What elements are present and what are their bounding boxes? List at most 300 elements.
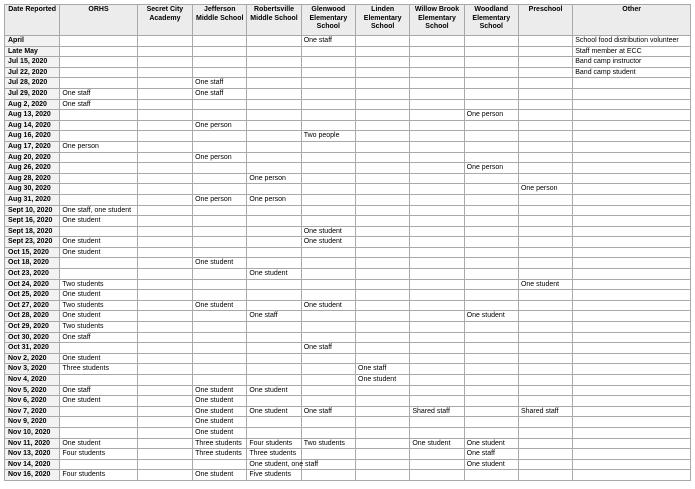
- table-cell[interactable]: [137, 406, 192, 417]
- table-cell[interactable]: [356, 258, 410, 269]
- table-cell[interactable]: [60, 120, 137, 131]
- table-cell[interactable]: [518, 141, 572, 152]
- table-cell[interactable]: One staff: [247, 311, 301, 322]
- table-cell[interactable]: [410, 375, 464, 386]
- table-cell[interactable]: [247, 216, 301, 227]
- table-cell[interactable]: One student: [193, 417, 247, 428]
- column-header[interactable]: ORHS: [60, 5, 137, 36]
- table-cell[interactable]: [247, 247, 301, 258]
- table-cell[interactable]: [137, 459, 192, 470]
- table-cell[interactable]: [247, 78, 301, 89]
- table-cell[interactable]: [573, 99, 691, 110]
- table-cell[interactable]: [247, 237, 301, 248]
- date-cell[interactable]: Aug 17, 2020: [5, 141, 60, 152]
- table-cell[interactable]: [356, 300, 410, 311]
- table-cell[interactable]: [410, 163, 464, 174]
- table-cell[interactable]: [573, 152, 691, 163]
- table-cell[interactable]: Three students: [193, 438, 247, 449]
- table-cell[interactable]: One person: [247, 173, 301, 184]
- table-cell[interactable]: [518, 449, 572, 460]
- table-cell[interactable]: [410, 343, 464, 354]
- table-cell[interactable]: [573, 332, 691, 343]
- table-cell[interactable]: [464, 258, 518, 269]
- table-cell[interactable]: One student: [193, 427, 247, 438]
- table-cell[interactable]: [301, 173, 355, 184]
- table-cell[interactable]: [464, 194, 518, 205]
- date-cell[interactable]: Aug 16, 2020: [5, 131, 60, 142]
- table-cell[interactable]: [137, 449, 192, 460]
- table-cell[interactable]: [356, 99, 410, 110]
- table-cell[interactable]: [518, 67, 572, 78]
- table-cell[interactable]: [137, 311, 192, 322]
- table-cell[interactable]: [60, 375, 137, 386]
- table-cell[interactable]: [410, 396, 464, 407]
- table-cell[interactable]: [356, 88, 410, 99]
- table-cell[interactable]: [518, 57, 572, 68]
- table-cell[interactable]: [356, 269, 410, 280]
- table-cell[interactable]: [193, 36, 247, 47]
- table-cell[interactable]: [356, 184, 410, 195]
- date-cell[interactable]: Oct 25, 2020: [5, 290, 60, 301]
- table-cell[interactable]: [518, 269, 572, 280]
- table-cell[interactable]: [247, 131, 301, 142]
- table-cell[interactable]: [356, 46, 410, 57]
- table-cell[interactable]: [464, 417, 518, 428]
- table-cell[interactable]: [573, 300, 691, 311]
- table-cell[interactable]: One student: [193, 470, 247, 481]
- table-cell[interactable]: [464, 67, 518, 78]
- table-cell[interactable]: [301, 427, 355, 438]
- table-cell[interactable]: Band camp student: [573, 67, 691, 78]
- table-cell[interactable]: [518, 385, 572, 396]
- date-cell[interactable]: Oct 30, 2020: [5, 332, 60, 343]
- table-cell[interactable]: [301, 417, 355, 428]
- table-cell[interactable]: One student: [193, 396, 247, 407]
- table-cell[interactable]: [193, 184, 247, 195]
- table-cell[interactable]: One student: [60, 396, 137, 407]
- table-cell[interactable]: [573, 311, 691, 322]
- table-cell[interactable]: [410, 88, 464, 99]
- table-cell[interactable]: [137, 216, 192, 227]
- table-cell[interactable]: [410, 216, 464, 227]
- table-cell[interactable]: Five students: [247, 470, 301, 481]
- table-cell[interactable]: [464, 99, 518, 110]
- table-cell[interactable]: One student: [60, 438, 137, 449]
- table-cell[interactable]: [464, 88, 518, 99]
- table-cell[interactable]: [60, 459, 137, 470]
- table-cell[interactable]: [137, 237, 192, 248]
- table-cell[interactable]: [301, 78, 355, 89]
- table-cell[interactable]: [518, 247, 572, 258]
- table-cell[interactable]: [518, 343, 572, 354]
- table-cell[interactable]: [518, 110, 572, 121]
- table-cell[interactable]: [193, 131, 247, 142]
- table-cell[interactable]: One student: [193, 300, 247, 311]
- table-cell[interactable]: [464, 290, 518, 301]
- table-cell[interactable]: [573, 131, 691, 142]
- table-cell[interactable]: One staff: [193, 88, 247, 99]
- table-cell[interactable]: One student: [464, 438, 518, 449]
- table-cell[interactable]: One staff: [60, 99, 137, 110]
- table-cell[interactable]: [193, 163, 247, 174]
- table-cell[interactable]: [60, 67, 137, 78]
- table-cell[interactable]: [410, 205, 464, 216]
- table-cell[interactable]: [137, 141, 192, 152]
- table-cell[interactable]: [573, 205, 691, 216]
- table-cell[interactable]: [410, 46, 464, 57]
- table-cell[interactable]: [573, 385, 691, 396]
- table-cell[interactable]: [301, 57, 355, 68]
- table-cell[interactable]: One student: [247, 406, 301, 417]
- table-cell[interactable]: Staff member at ECC: [573, 46, 691, 57]
- table-cell[interactable]: [137, 396, 192, 407]
- table-cell[interactable]: [193, 322, 247, 333]
- table-cell[interactable]: [301, 311, 355, 322]
- table-cell[interactable]: [137, 332, 192, 343]
- table-cell[interactable]: [356, 470, 410, 481]
- table-cell[interactable]: [410, 57, 464, 68]
- table-cell[interactable]: One student: [464, 311, 518, 322]
- table-cell[interactable]: [193, 216, 247, 227]
- table-cell[interactable]: [247, 353, 301, 364]
- table-cell[interactable]: [301, 332, 355, 343]
- date-cell[interactable]: Aug 31, 2020: [5, 194, 60, 205]
- table-cell[interactable]: [60, 110, 137, 121]
- date-cell[interactable]: Aug 30, 2020: [5, 184, 60, 195]
- table-cell[interactable]: [193, 353, 247, 364]
- table-cell[interactable]: [518, 353, 572, 364]
- table-cell[interactable]: [356, 237, 410, 248]
- table-cell[interactable]: One student: [247, 269, 301, 280]
- table-cell[interactable]: [301, 364, 355, 375]
- table-cell[interactable]: [193, 57, 247, 68]
- table-cell[interactable]: One student: [60, 216, 137, 227]
- table-cell[interactable]: [60, 184, 137, 195]
- table-cell[interactable]: [573, 216, 691, 227]
- table-cell[interactable]: [464, 173, 518, 184]
- table-cell[interactable]: [60, 343, 137, 354]
- table-cell[interactable]: [301, 470, 355, 481]
- table-cell[interactable]: [410, 78, 464, 89]
- table-cell[interactable]: [464, 427, 518, 438]
- table-cell[interactable]: [301, 99, 355, 110]
- table-cell[interactable]: One student: [193, 385, 247, 396]
- table-cell[interactable]: [464, 131, 518, 142]
- table-cell[interactable]: [573, 364, 691, 375]
- column-header[interactable]: Other: [573, 5, 691, 36]
- table-cell[interactable]: [193, 237, 247, 248]
- table-cell[interactable]: [518, 88, 572, 99]
- table-cell[interactable]: [301, 152, 355, 163]
- table-cell[interactable]: [410, 279, 464, 290]
- table-cell[interactable]: [301, 216, 355, 227]
- table-cell[interactable]: School food distribution volunteer: [573, 36, 691, 47]
- table-cell[interactable]: [137, 88, 192, 99]
- table-cell[interactable]: Four students: [60, 449, 137, 460]
- table-cell[interactable]: [301, 184, 355, 195]
- table-cell[interactable]: [410, 322, 464, 333]
- table-cell[interactable]: [464, 343, 518, 354]
- table-cell[interactable]: [464, 237, 518, 248]
- table-cell[interactable]: [137, 226, 192, 237]
- table-cell[interactable]: [573, 237, 691, 248]
- table-cell[interactable]: [137, 353, 192, 364]
- table-cell[interactable]: One student: [60, 290, 137, 301]
- table-cell[interactable]: One student: [60, 311, 137, 322]
- table-cell[interactable]: [60, 406, 137, 417]
- table-cell[interactable]: [137, 205, 192, 216]
- table-cell[interactable]: [410, 470, 464, 481]
- table-cell[interactable]: [573, 141, 691, 152]
- table-cell[interactable]: Four students: [247, 438, 301, 449]
- table-cell[interactable]: [573, 396, 691, 407]
- table-cell[interactable]: [464, 216, 518, 227]
- table-cell[interactable]: One person: [247, 194, 301, 205]
- table-cell[interactable]: [573, 78, 691, 89]
- table-cell[interactable]: [193, 205, 247, 216]
- table-cell[interactable]: [518, 205, 572, 216]
- table-cell[interactable]: [193, 290, 247, 301]
- table-cell[interactable]: [573, 353, 691, 364]
- table-cell[interactable]: [193, 110, 247, 121]
- table-cell[interactable]: [247, 205, 301, 216]
- table-cell[interactable]: [410, 131, 464, 142]
- table-cell[interactable]: Two students: [301, 438, 355, 449]
- table-cell[interactable]: One student: [356, 375, 410, 386]
- date-cell[interactable]: Aug 28, 2020: [5, 173, 60, 184]
- table-cell[interactable]: [410, 36, 464, 47]
- table-cell[interactable]: [356, 353, 410, 364]
- table-cell[interactable]: [410, 300, 464, 311]
- table-cell[interactable]: [410, 173, 464, 184]
- table-cell[interactable]: [573, 279, 691, 290]
- column-header[interactable]: Glenwood Elementary School: [301, 5, 355, 36]
- table-cell[interactable]: [193, 459, 247, 470]
- table-cell[interactable]: [301, 88, 355, 99]
- table-cell[interactable]: One staff: [193, 78, 247, 89]
- table-cell[interactable]: [301, 396, 355, 407]
- table-cell[interactable]: [573, 247, 691, 258]
- table-cell[interactable]: One staff: [60, 385, 137, 396]
- table-cell[interactable]: [60, 427, 137, 438]
- table-cell[interactable]: [356, 141, 410, 152]
- table-cell[interactable]: [137, 279, 192, 290]
- table-cell[interactable]: One person: [464, 110, 518, 121]
- table-cell[interactable]: [410, 449, 464, 460]
- table-cell[interactable]: [356, 78, 410, 89]
- table-cell[interactable]: [464, 152, 518, 163]
- date-cell[interactable]: Aug 14, 2020: [5, 120, 60, 131]
- table-cell[interactable]: [356, 120, 410, 131]
- table-cell[interactable]: [464, 353, 518, 364]
- table-cell[interactable]: [247, 417, 301, 428]
- date-cell[interactable]: Sept 23, 2020: [5, 237, 60, 248]
- table-cell[interactable]: [573, 438, 691, 449]
- table-cell[interactable]: [301, 46, 355, 57]
- table-cell[interactable]: [573, 417, 691, 428]
- table-cell[interactable]: [301, 353, 355, 364]
- table-cell[interactable]: [410, 99, 464, 110]
- table-cell[interactable]: [247, 110, 301, 121]
- table-cell[interactable]: [518, 78, 572, 89]
- table-cell[interactable]: One student: [518, 279, 572, 290]
- date-cell[interactable]: Late May: [5, 46, 60, 57]
- table-cell[interactable]: [356, 152, 410, 163]
- table-cell[interactable]: [356, 67, 410, 78]
- table-cell[interactable]: [60, 36, 137, 47]
- table-cell[interactable]: [518, 459, 572, 470]
- date-cell[interactable]: Oct 15, 2020: [5, 247, 60, 258]
- table-cell[interactable]: [60, 226, 137, 237]
- table-cell[interactable]: [137, 57, 192, 68]
- table-cell[interactable]: Shared staff: [518, 406, 572, 417]
- table-cell[interactable]: [518, 322, 572, 333]
- table-cell[interactable]: Band camp instructor: [573, 57, 691, 68]
- table-cell[interactable]: [247, 36, 301, 47]
- table-cell[interactable]: [518, 332, 572, 343]
- date-cell[interactable]: Nov 11, 2020: [5, 438, 60, 449]
- table-cell[interactable]: [247, 184, 301, 195]
- table-cell[interactable]: Two people: [301, 131, 355, 142]
- table-cell[interactable]: [137, 438, 192, 449]
- table-cell[interactable]: [301, 279, 355, 290]
- table-cell[interactable]: [60, 258, 137, 269]
- table-cell[interactable]: [573, 459, 691, 470]
- table-cell[interactable]: [60, 269, 137, 280]
- table-cell[interactable]: [410, 353, 464, 364]
- table-cell[interactable]: [137, 258, 192, 269]
- table-cell[interactable]: [356, 290, 410, 301]
- table-cell[interactable]: [247, 152, 301, 163]
- table-cell[interactable]: [464, 322, 518, 333]
- table-cell[interactable]: [518, 427, 572, 438]
- table-cell[interactable]: [410, 290, 464, 301]
- table-cell[interactable]: [573, 184, 691, 195]
- date-cell[interactable]: Nov 2, 2020: [5, 353, 60, 364]
- table-cell[interactable]: [518, 216, 572, 227]
- table-cell[interactable]: [301, 449, 355, 460]
- table-cell[interactable]: [356, 36, 410, 47]
- table-cell[interactable]: [464, 184, 518, 195]
- table-cell[interactable]: One student: [301, 237, 355, 248]
- table-cell[interactable]: [137, 131, 192, 142]
- table-cell[interactable]: [137, 120, 192, 131]
- table-cell[interactable]: [60, 194, 137, 205]
- table-cell[interactable]: [137, 194, 192, 205]
- table-cell[interactable]: [60, 173, 137, 184]
- table-cell[interactable]: [573, 269, 691, 280]
- table-cell[interactable]: [137, 343, 192, 354]
- table-cell[interactable]: [410, 152, 464, 163]
- table-cell[interactable]: One person: [193, 120, 247, 131]
- date-cell[interactable]: Oct 23, 2020: [5, 269, 60, 280]
- table-cell[interactable]: [518, 290, 572, 301]
- table-cell[interactable]: [356, 247, 410, 258]
- table-cell[interactable]: [247, 396, 301, 407]
- table-cell[interactable]: [247, 46, 301, 57]
- table-cell[interactable]: [301, 290, 355, 301]
- table-cell[interactable]: [193, 173, 247, 184]
- table-cell[interactable]: [573, 110, 691, 121]
- table-cell[interactable]: [518, 311, 572, 322]
- table-cell[interactable]: [137, 417, 192, 428]
- table-cell[interactable]: One staff: [301, 343, 355, 354]
- table-cell[interactable]: [193, 226, 247, 237]
- table-cell[interactable]: [518, 375, 572, 386]
- table-cell[interactable]: [356, 57, 410, 68]
- table-cell[interactable]: One student: [410, 438, 464, 449]
- table-cell[interactable]: [464, 57, 518, 68]
- date-cell[interactable]: Jul 22, 2020: [5, 67, 60, 78]
- table-cell[interactable]: [137, 269, 192, 280]
- table-cell[interactable]: Three students: [247, 449, 301, 460]
- table-cell[interactable]: [573, 427, 691, 438]
- table-cell[interactable]: One student: [193, 258, 247, 269]
- table-cell[interactable]: [410, 459, 464, 470]
- date-cell[interactable]: Aug 26, 2020: [5, 163, 60, 174]
- table-cell[interactable]: [60, 57, 137, 68]
- table-cell[interactable]: [356, 110, 410, 121]
- table-cell[interactable]: [573, 449, 691, 460]
- table-cell[interactable]: [137, 470, 192, 481]
- table-cell[interactable]: [247, 343, 301, 354]
- date-cell[interactable]: Jul 29, 2020: [5, 88, 60, 99]
- table-cell[interactable]: [356, 385, 410, 396]
- table-cell[interactable]: [301, 322, 355, 333]
- date-cell[interactable]: Nov 9, 2020: [5, 417, 60, 428]
- table-cell[interactable]: [410, 311, 464, 322]
- table-cell[interactable]: [193, 99, 247, 110]
- table-cell[interactable]: [356, 332, 410, 343]
- table-cell[interactable]: [137, 364, 192, 375]
- table-cell[interactable]: [464, 120, 518, 131]
- table-cell[interactable]: [573, 322, 691, 333]
- table-cell[interactable]: [518, 396, 572, 407]
- table-cell[interactable]: [356, 427, 410, 438]
- table-cell[interactable]: One student: [60, 353, 137, 364]
- table-cell[interactable]: [518, 237, 572, 248]
- table-cell[interactable]: One student: [60, 247, 137, 258]
- table-cell[interactable]: [193, 247, 247, 258]
- table-cell[interactable]: [410, 417, 464, 428]
- date-cell[interactable]: Aug 13, 2020: [5, 110, 60, 121]
- table-cell[interactable]: One staff: [60, 88, 137, 99]
- table-cell[interactable]: [518, 226, 572, 237]
- table-cell[interactable]: [356, 343, 410, 354]
- table-cell[interactable]: [464, 332, 518, 343]
- table-cell[interactable]: [60, 78, 137, 89]
- table-cell[interactable]: [464, 375, 518, 386]
- table-cell[interactable]: One staff: [464, 449, 518, 460]
- table-cell[interactable]: [410, 67, 464, 78]
- table-cell[interactable]: [60, 417, 137, 428]
- table-cell[interactable]: [573, 163, 691, 174]
- date-cell[interactable]: Sept 16, 2020: [5, 216, 60, 227]
- table-cell[interactable]: [464, 247, 518, 258]
- table-cell[interactable]: [573, 226, 691, 237]
- table-cell[interactable]: [518, 173, 572, 184]
- table-cell[interactable]: [410, 194, 464, 205]
- table-cell[interactable]: [193, 269, 247, 280]
- table-cell[interactable]: [193, 375, 247, 386]
- table-cell[interactable]: [193, 279, 247, 290]
- table-cell[interactable]: [301, 269, 355, 280]
- table-cell[interactable]: [137, 385, 192, 396]
- table-cell[interactable]: One staff, one student: [60, 205, 137, 216]
- table-cell[interactable]: [573, 470, 691, 481]
- table-cell[interactable]: [247, 427, 301, 438]
- date-cell[interactable]: Nov 16, 2020: [5, 470, 60, 481]
